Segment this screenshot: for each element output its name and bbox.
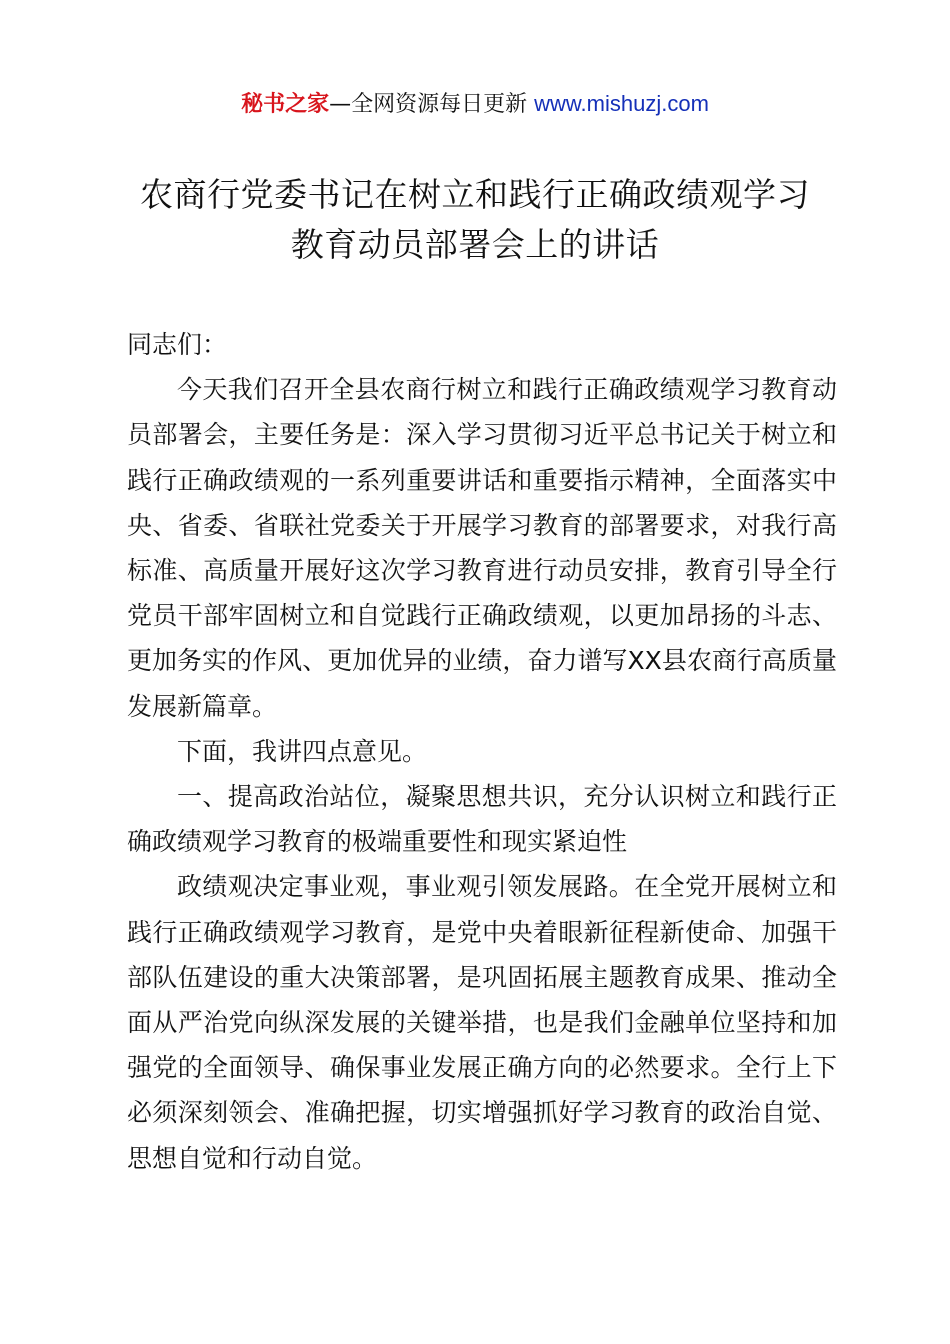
document-body bbox=[127, 322, 837, 1181]
site-brand: 秘书之家 bbox=[241, 92, 330, 117]
title-line-2: 教育动员部署会上的讲话 bbox=[290, 225, 660, 264]
salutation: 同志们： bbox=[127, 330, 228, 359]
paragraph-section-1: 政绩观决定事业观，事业观引领发展路。在全党开展树立和践行正确政绩观学习教育，是党中央着眼新征程新使命、加强干部队伍建设的重大决策部署，是巩固拓展主题教育成果、推动全面从严治党向纵深发展的关键举措，也是我们金融单位坚持和加强党的全面领导、确保事业发展正确方向的必然要求。全行上下必须深刻领会、准确把握，切实增强抓好学习教育的政治自觉、思想自觉和行动自觉。 bbox=[127, 872, 837, 1173]
paragraph-transition: 下面，我讲四点意见。 bbox=[177, 736, 428, 766]
site-header bbox=[0, 88, 950, 121]
paragraph-intro: 今天我们召开全县农商行树立和践行正确政绩观学习教育动员部署会，主要任务是：深入学习贯彻习近平总书记关于树立和践行正确政绩观的一系列重要讲话和重要指示精神，全面落实中央、省委、省联社党委关于开展学习教育的部署要求，对我行高标准、高质量开展好这次学习教育进行动员安排，教育引导全行党员干部牢固树立和自觉践行正确政绩观，以更加昂扬的斗志、更加务实的作风、更加优异的业绩，奋力谱写XX县农商行高质量发展新篇章。 bbox=[127, 375, 837, 721]
site-url-link[interactable]: www.mishuzj.com bbox=[534, 91, 709, 116]
title-line-1: 农商行党委书记在树立和践行正确政绩观学习 bbox=[140, 175, 810, 214]
document-title bbox=[110, 170, 840, 270]
site-tagline: —全网资源每日更新 bbox=[329, 92, 535, 117]
section-heading-1: 一、提高政治站位，凝聚思想共识，充分认识树立和践行正确政绩观学习教育的极端重要性和现实紧迫性 bbox=[127, 782, 837, 857]
